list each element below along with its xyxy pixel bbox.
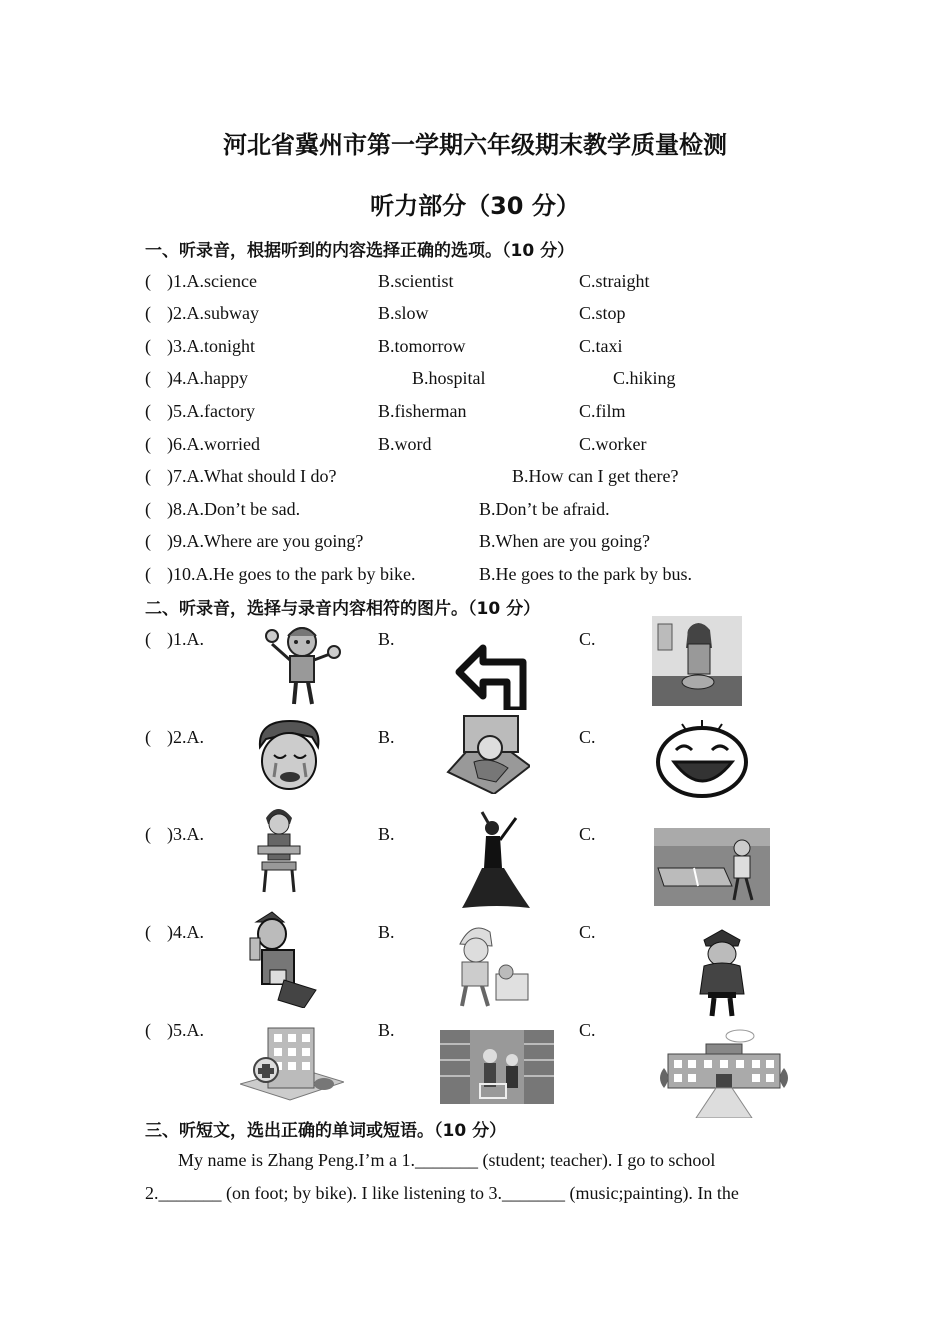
option-b: B.He goes to the park by bus. (479, 564, 692, 584)
answer-paren: ( (145, 727, 151, 747)
answer-paren: ( (145, 629, 151, 649)
laughing-face-picture (652, 720, 752, 800)
option-c: C. (579, 1020, 596, 1040)
option-a: )8.A.Don’t be sad. (167, 499, 301, 519)
option-c: C.stop (579, 303, 626, 323)
answer-paren: ( (145, 368, 151, 388)
crying-man-picture (252, 717, 326, 793)
answer-paren: ( (145, 466, 151, 486)
option-a: )2.A. (167, 727, 204, 747)
option-b: B.How can I get there? (512, 466, 679, 486)
option-b: B.hospital (412, 368, 486, 388)
option-b: B.slow (378, 303, 429, 323)
builder-worker-picture (446, 918, 532, 1008)
option-a: )5.A.factory (167, 401, 255, 421)
option-c: C. (579, 922, 596, 942)
option-a: )6.A.worried (167, 434, 260, 454)
girl-at-table-picture (254, 802, 304, 894)
answer-paren: ( (145, 531, 151, 551)
answer-paren: ( (145, 303, 151, 323)
hospital-building-picture (240, 1026, 344, 1102)
section-3-heading: 三、听短文，选出正确的单词或短语。（10 分） (145, 1121, 507, 1141)
postman-picture (248, 910, 318, 1008)
option-a: )5.A. (167, 1020, 204, 1040)
option-a: )9.A.Where are you going? (167, 531, 364, 551)
option-a: )1.A.science (167, 271, 257, 291)
girl-maracas-picture (262, 620, 342, 708)
option-c: C.worker (579, 434, 647, 454)
answer-paren: ( (145, 1020, 151, 1040)
option-a: )2.A.subway (167, 303, 259, 323)
sick-girl-in-bed-picture (444, 712, 530, 794)
answer-paren: ( (145, 434, 151, 454)
option-b: B.Don’t be afraid. (479, 499, 610, 519)
option-b: B. (378, 824, 395, 844)
option-b: B. (378, 629, 395, 649)
option-b: B.word (378, 434, 432, 454)
answer-paren: ( (145, 336, 151, 356)
flamenco-dancer-picture (458, 808, 534, 912)
section-2-heading: 二、听录音，选择与录音内容相符的图片。（10 分） (145, 599, 541, 619)
option-b: B.When are you going? (479, 531, 650, 551)
option-a: )7.A.What should I do? (167, 466, 337, 486)
option-a: )1.A. (167, 629, 204, 649)
supermarket-picture (440, 1030, 554, 1104)
option-c: C. (579, 727, 596, 747)
option-b: B.tomorrow (378, 336, 466, 356)
ping-pong-player-picture (654, 828, 770, 906)
option-a: )3.A.tonight (167, 336, 255, 356)
turn-left-arrow-picture (455, 634, 539, 710)
document-title: 河北省冀州市第一学期六年级期末教学质量检测 (223, 131, 727, 159)
option-a: )10.A.He goes to the park by bike. (167, 564, 416, 584)
option-c: C.taxi (579, 336, 623, 356)
option-b: B. (378, 1020, 395, 1040)
school-building-picture (656, 1028, 790, 1118)
option-a: )4.A. (167, 922, 204, 942)
listening-part-title: 听力部分（30 分） (370, 192, 580, 220)
option-b: B. (378, 727, 395, 747)
passage-line-1: My name is Zhang Peng.I’m a 1._______ (student; teacher). I go to school (178, 1150, 716, 1170)
answer-paren: ( (145, 499, 151, 519)
option-a: )3.A. (167, 824, 204, 844)
option-a: )4.A.happy (167, 368, 248, 388)
option-b: B.scientist (378, 271, 454, 291)
passage-line-2: 2._______ (on foot; by bike). I like listening to 3._______ (music;painting). In the (145, 1183, 739, 1203)
answer-paren: ( (145, 271, 151, 291)
answer-paren: ( (145, 564, 151, 584)
option-b: B. (378, 922, 395, 942)
option-c: C. (579, 629, 596, 649)
answer-paren: ( (145, 922, 151, 942)
woman-cooking-picture (652, 616, 742, 706)
option-c: C.hiking (613, 368, 676, 388)
answer-paren: ( (145, 824, 151, 844)
option-c: C.film (579, 401, 626, 421)
section-1-heading: 一、听录音，根据听到的内容选择正确的选项。（10 分） (145, 241, 575, 261)
option-c: C. (579, 824, 596, 844)
option-c: C.straight (579, 271, 650, 291)
option-b: B.fisherman (378, 401, 467, 421)
police-officer-picture (694, 928, 750, 1018)
answer-paren: ( (145, 401, 151, 421)
